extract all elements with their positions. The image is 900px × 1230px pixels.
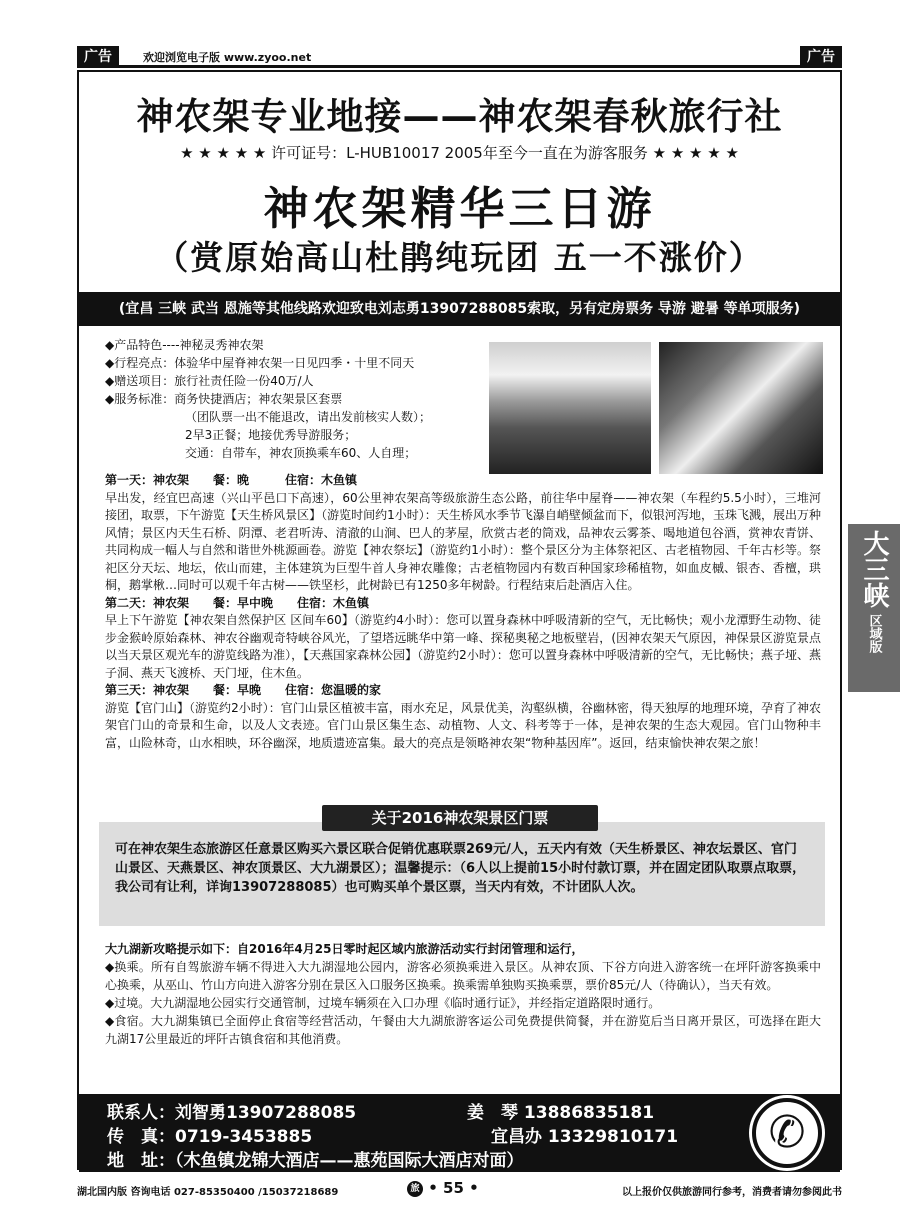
travel-logo-icon: 旅 — [407, 1181, 423, 1197]
feature-item: ◆赠送项目：旅行社责任险一份40万/人 — [105, 374, 314, 388]
ticket-info-text: 可在神农架生态旅游区任意景区购买六景区联合促销优惠联票269元/人，五天内有效（天生桥景区、神农坛景区、官门山景区、天燕景区、神农顶景区、大九湖景区）；温馨提示：（6人以上提前15小时付款订票，并在固定团队取票点取票，我公司有让利，详询13907288085）也可购买单个景区票，当天内有效，不计团队人次。 — [115, 842, 806, 895]
waterfall-photo — [659, 342, 823, 474]
contact-address: 地 址：（木鱼镇龙锦大酒店——惠苑国际大酒店对面） — [107, 1151, 524, 1171]
footer-contact: 湖北国内版 咨询电话 027-85350400 /15037218689 — [77, 1187, 339, 1198]
footer-disclaimer: 以上报价仅供旅游同行参考，消费者请勿参阅此书 — [622, 1187, 842, 1198]
top-bar — [77, 46, 842, 68]
day-1-text: 早出发，经宜巴高速（兴山平邑口下高速），60公里神农架高等级旅游生态公路，前往华中屋脊——神农架（车程约5.5小时），三堆河接团，取票，下午游览【天生桥风景区】（游览时间约1小时）：天生桥风水季节飞瀑自峭壁倾盆而下，似银河泻地，玉珠飞溅，展出万种风情；景区内天生石桥、阴潭、老君听涛、清澈的山涧、巴人的茅屋，欣赏古老的筒戏，品神农云雾茶、喝地道包谷酒，赏神农青饼、共同构成一幅人与自然和谐世外桃源画卷。游览【神农祭坛】（游览约1小时）：整个景区分为主体祭祀区、古老植物园、千年古杉等。祭祀区分天坛、地坛，依山而建，主体建筑为巨型牛首人身神农雕像；古老植物园内有数百种国家珍稀植物，如血皮槭、银杏、香檀，珙桐，鹅掌楸…同时可以观千年古树——铁坚杉，此树龄已有1250多年树龄。行程结束后赴酒店入住。 — [105, 490, 821, 592]
contact-bar — [79, 1094, 840, 1172]
page-number-text: • 55 • — [428, 1179, 479, 1197]
dajiuhu-notice — [105, 940, 821, 1048]
feature-item: ◆行程亮点：体验华中屋脊神农架一日见四季・十里不同天 — [105, 356, 415, 370]
day-1-heading: 第一天：神农架 餐：晚 住宿：木鱼镇 — [105, 473, 358, 487]
contact-person-2[interactable]: 姜 琴 13886835181 — [467, 1103, 655, 1123]
feature-item: ◆服务标准：商务快捷酒店；神农架景区套票 — [105, 392, 343, 406]
page-title: 神农架专业地接——神农架春秋旅行社 — [136, 95, 783, 138]
day-2-text: 早上下午游览【神农架自然保护区 区间车60】（游览约4小时）：您可以置身森林中呼吸清新的空气，无比畅快；观小龙潭野生动物、徒步金猴岭原始森林、神农谷幽观奇特峡谷风光，了望塔远眺华中第一峰、探秘奥秘之地板壁岩，(因神农架天气原因，神保景区游览景点以当天景区观光车的游览线路为准），【天燕国家森林公园】（游览约2小时）：您可以置身森林中呼吸清新的空气，无比畅快；燕子垭、燕子洞、燕天飞渡桥、天门垭，住木鱼。 — [105, 613, 821, 680]
license-line: ★ ★ ★ ★ ★ 许可证号：L-HUB10017 2005年至今一直在为游客服务 ★ ★ ★ ★ ★ — [180, 144, 739, 162]
contact-person[interactable]: 联系人：刘智勇13907288085 — [107, 1103, 357, 1123]
ticket-section-title: 关于2016神农架景区门票 — [322, 805, 598, 831]
feature-item: 2早3正餐；地接优秀导游服务； — [185, 428, 357, 442]
product-title: 神农架精华三日游 — [263, 182, 656, 235]
day-3-heading: 第三天：神农架 餐：早晚 住宿：您温暖的家 — [105, 683, 382, 697]
footer — [77, 1175, 842, 1201]
phone-icon: ✆ — [752, 1098, 822, 1168]
product-subtitle: （赏原始高山杜鹃纯玩团 五一不涨价） — [155, 238, 764, 277]
contact-fax[interactable]: 传 真：0719-3453885 — [107, 1127, 313, 1147]
site-url[interactable]: 欢迎浏览电子版 www.zyoo.net — [143, 51, 312, 64]
dajiuhu-intro: 大九湖新攻略提示如下：自2016年4月25日零时起区域内旅游活动实行封闭管理和运行， — [105, 942, 584, 956]
day-2-heading: 第二天：神农架 餐：早中晚 住宿：木鱼镇 — [105, 595, 370, 610]
side-tab-title: 大三峡 — [859, 530, 889, 608]
service-banner: (宜昌 三峡 武当 恩施等其他线路欢迎致电刘志勇13907288085索取，另有定房票务 导游 避暑 等单项服务) — [79, 292, 840, 326]
day-3-text: 游览【官门山】（游览约2小时）：官门山景区植被丰富，雨水充足，风景优美，沟壑纵横，谷幽林密，得天独厚的地理环境，孕育了神农架官门山的奇景和生命，以及人文表迹。官门山景区集生态、动植物、人文、科考等于一体，是神农架的生态大观园。官门山物种丰富，山险林奇，山水相映，环谷幽深，地质遗迹富集。最大的亮点是领略神农架“物种基因库”。返回，结束愉快神农架之旅！ — [105, 700, 821, 750]
mountain-photo — [489, 342, 651, 474]
ad-tag-right: 广告 — [800, 46, 842, 68]
feature-item: ◆产品特色----神秘灵秀神农架 — [105, 338, 264, 352]
region-side-tab — [848, 524, 900, 692]
ticket-info-box — [99, 822, 825, 926]
side-tab-label: 区域版 — [866, 614, 882, 653]
feature-item: 交通：自带车，神农顶换乘车60、人自理； — [185, 446, 417, 460]
feature-item: （团队票一出不能退改，请出发前核实人数）； — [185, 410, 432, 424]
itinerary — [105, 472, 821, 752]
dajiuhu-item: ◆食宿。大九湖集镇已全面停止食宿等经营活动，午餐由大九湖旅游客运公司免费提供简餐，并在游览后当日离开景区，可选择在距大九湖17公里最近的坪阡古镇食宿和其他消费。 — [105, 1014, 821, 1046]
advertisement — [77, 70, 842, 1170]
ad-tag-left: 广告 — [77, 46, 119, 68]
page-number — [407, 1179, 479, 1197]
dajiuhu-item: ◆过境。大九湖湿地公园实行交通管制，过境车辆须在入口办理《临时通行证》，并经指定道路限时通行。 — [105, 996, 661, 1010]
contact-office[interactable]: 宜昌办 13329810171 — [491, 1127, 679, 1147]
dajiuhu-item: ◆换乘。所有自驾旅游车辆不得进入大九湖湿地公园内，游客必须换乘进入景区。从神农顶、下谷方向进入游客统一在坪阡游客换乘中心换乘，从巫山、竹山方向进入游客分别在景区入口服务区换乘。换乘需单独购买换乘票，票价85元/人（待确认），当天有效。 — [105, 960, 821, 992]
feature-list — [105, 336, 505, 462]
